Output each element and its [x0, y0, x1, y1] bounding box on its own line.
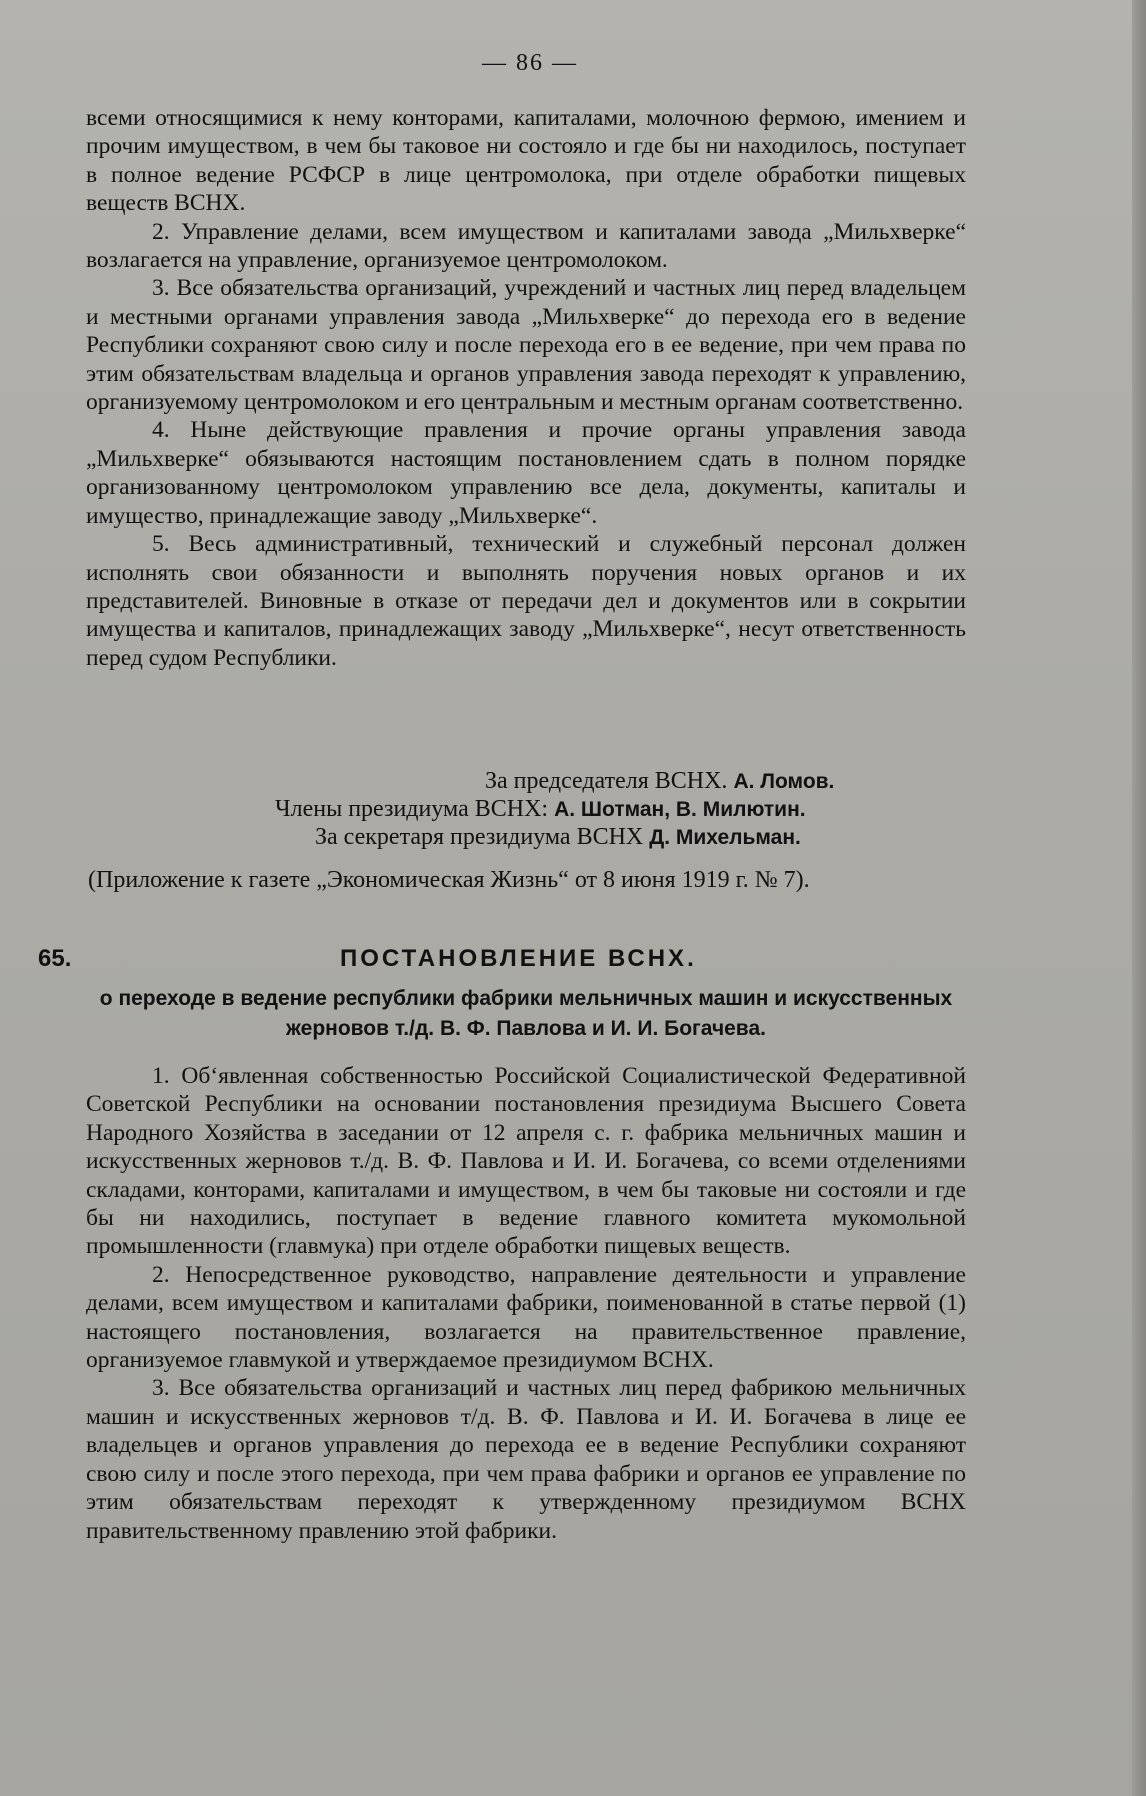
paragraph-3: 3. Все обязательства организаций, учреждений и частных лиц перед владельцем и местными органами управления завода „Мильхверке“ до перехода его в ведение Республики сохраняют свою силу и после перехода его в ее ведение, при чем права по этим обязательствам владельца и органов управления завода переходят к управлению, организуемому центромолоком и его центральным и местным органам соответственно.	[86, 275, 966, 416]
bottom-text-block	[86, 1062, 966, 1545]
signature-names: А. Шотман, В. Милютин.	[554, 798, 806, 821]
signature-chairman	[485, 768, 834, 795]
resolution-paragraph-3: 3. Все обязательства организаций и частных лиц перед фабрикою мельничных машин и искусственных жерновов т/д. В. Ф. Павлова и И. И. Богачева в лице ее владельцев и органов управления до перехода ее в ведение Республики сохраняют свою силу и после этого перехода, при чем права фабрики и органов ее управление по этим обязательствам переходят к утвержденному президиумом ВСНХ правительственному правлению этой фабрики.	[86, 1375, 966, 1544]
signature-role: За председателя ВСНХ.	[485, 768, 728, 794]
section-number: 65.	[38, 945, 72, 972]
resolution-paragraph-1: 1. Об‘явленная собственностью Российской Социалистической Федеративной Советской Республики на основании постановления президиума Высшего Совета Народного Хозяйства в заседании от 12 апреля с. г. фабрика мельничных машин и искусственных жерновов т./д. В. Ф. Павлова и И. И. Богачева, со всеми отделениями складами, конторами, капиталами и имуществом, в чем бы таковые ни состояли и где бы ни находились, поступает в ведение главного комитета мукомольной промышленности (главмука) при отделе обработки пищевых веществ.	[86, 1063, 966, 1260]
resolution-paragraph-2: 2. Непосредственное руководство, направление деятельности и управление делами, всем имуществом и капиталами фабрики, поименованной в статье первой (1) настоящего постановления, возлагается на правительственное правление, организуемое главмукой и утверждаемое президиумом ВСНХ.	[86, 1261, 966, 1374]
signature-names: А. Ломов.	[733, 770, 835, 793]
paragraph-2: 2. Управление делами, всем имуществом и капиталами завода „Мильхверке“ возлагается на управление, организуемое центромолоком.	[86, 218, 966, 274]
signature-names: Д. Михельман.	[649, 826, 801, 849]
signature-role: За секретаря президиума ВСНХ	[315, 824, 644, 850]
signature-secretary	[315, 824, 801, 851]
top-text-block	[86, 104, 966, 672]
paragraph-continuation: всеми относящимися к нему конторами, капиталами, молочною фермою, имением и прочим имуществом, в чем бы таковое ни состояло и где бы ни находилось, поступает в полное ведение РСФСР в лице центромолока, при отделе обработки пищевых веществ ВСНХ.	[86, 105, 966, 217]
signature-members	[275, 796, 806, 823]
signature-role: Члены президиума ВСНХ:	[275, 796, 549, 822]
page-number: — 86 —	[482, 50, 578, 76]
paragraph-5: 5. Весь административный, технический и служебный персонал должен исполнять свои обязанности и выполнять поручения новых органов и их представителей. Виновные в отказе от передачи дел и документов или в сокрытии имущества и капиталов, принадлежащих заводу „Мильхверке“, несут ответственность перед судом Республики.	[86, 531, 966, 671]
page-edge-shadow	[1132, 0, 1146, 1796]
section-subtitle: о переходе в ведение республики фабрики мельничных машин и искусственных жерновов т./д. В. Ф. Павлова и И. И. Богачева.	[99, 987, 953, 1040]
appendix-note: (Приложение к газете „Экономическая Жизнь“ от 8 июня 1919 г. № 7).	[88, 867, 810, 893]
paragraph-4: 4. Ныне действующие правления и прочие органы управления завода „Мильхверке“ обязываются настоящим постановлением сдать в полном порядке организованному центромолоком управлению все дела, документы, капиталы и имущество, принадлежащие заводу „Мильхверке“.	[86, 417, 966, 529]
section-title: ПОСТАНОВЛЕНИЕ ВСНХ.	[340, 945, 697, 972]
